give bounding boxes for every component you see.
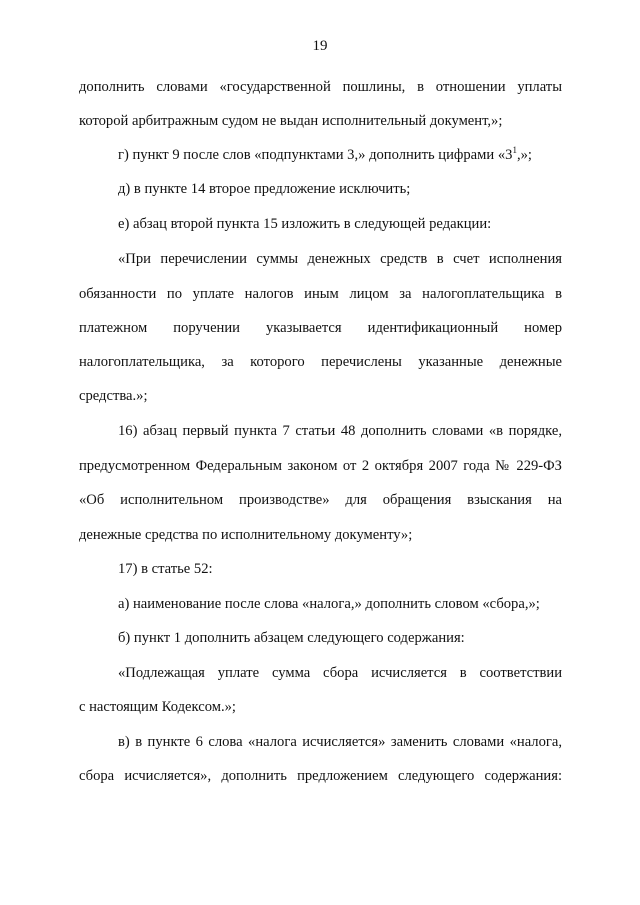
text-line: дополнить словами «государственной пошлины, в отношении уплаты bbox=[79, 79, 562, 95]
text-line bbox=[118, 145, 562, 165]
text-line: денежные средства по исполнительному документу»; bbox=[79, 527, 413, 543]
text-line: с настоящим Кодексом.»; bbox=[79, 699, 236, 715]
text-line: средства.»; bbox=[79, 388, 148, 404]
text-line: в) в пункте 6 слова «налога исчисляется» заменить словами «налога, bbox=[118, 734, 562, 750]
text-fragment: ,»; bbox=[516, 147, 532, 163]
text-line: предусмотренном Федеральным законом от 2 октября 2007 года № 229-ФЗ bbox=[79, 458, 562, 474]
text-fragment: г) пункт 9 после слов «подпунктами 3,» дополнить цифрами «3 bbox=[118, 147, 513, 163]
text-line: налогоплательщика, за которого перечислены указанные денежные bbox=[79, 354, 562, 370]
text-line: «При перечислении суммы денежных средств в счет исполнения bbox=[118, 251, 562, 267]
text-line: б) пункт 1 дополнить абзацем следующего содержания: bbox=[118, 630, 465, 646]
text-line: «Подлежащая уплате сумма сбора исчисляется в соответствии bbox=[118, 665, 562, 681]
text-line: 17) в статье 52: bbox=[118, 561, 213, 577]
text-line: платежном поручении указывается идентификационный номер bbox=[79, 320, 562, 336]
text-line: обязанности по уплате налогов иным лицом за налогоплательщика в bbox=[79, 286, 562, 302]
text-line: а) наименование после слова «налога,» дополнить словом «сбора,»; bbox=[118, 596, 540, 612]
text-line: сбора исчисляется», дополнить предложением следующего содержания: bbox=[79, 768, 562, 784]
page-number: 19 bbox=[312, 38, 328, 54]
text-line: «Об исполнительном производстве» для обращения взыскания на bbox=[79, 492, 562, 508]
text-line: которой арбитражным судом не выдан исполнительный документ,»; bbox=[79, 113, 503, 129]
text-line: е) абзац второй пункта 15 изложить в следующей редакции: bbox=[118, 216, 492, 232]
superscript: 1 bbox=[512, 145, 517, 156]
text-line: 16) абзац первый пункта 7 статьи 48 дополнить словами «в порядке, bbox=[118, 423, 562, 439]
text-line: д) в пункте 14 второе предложение исключить; bbox=[118, 181, 411, 197]
